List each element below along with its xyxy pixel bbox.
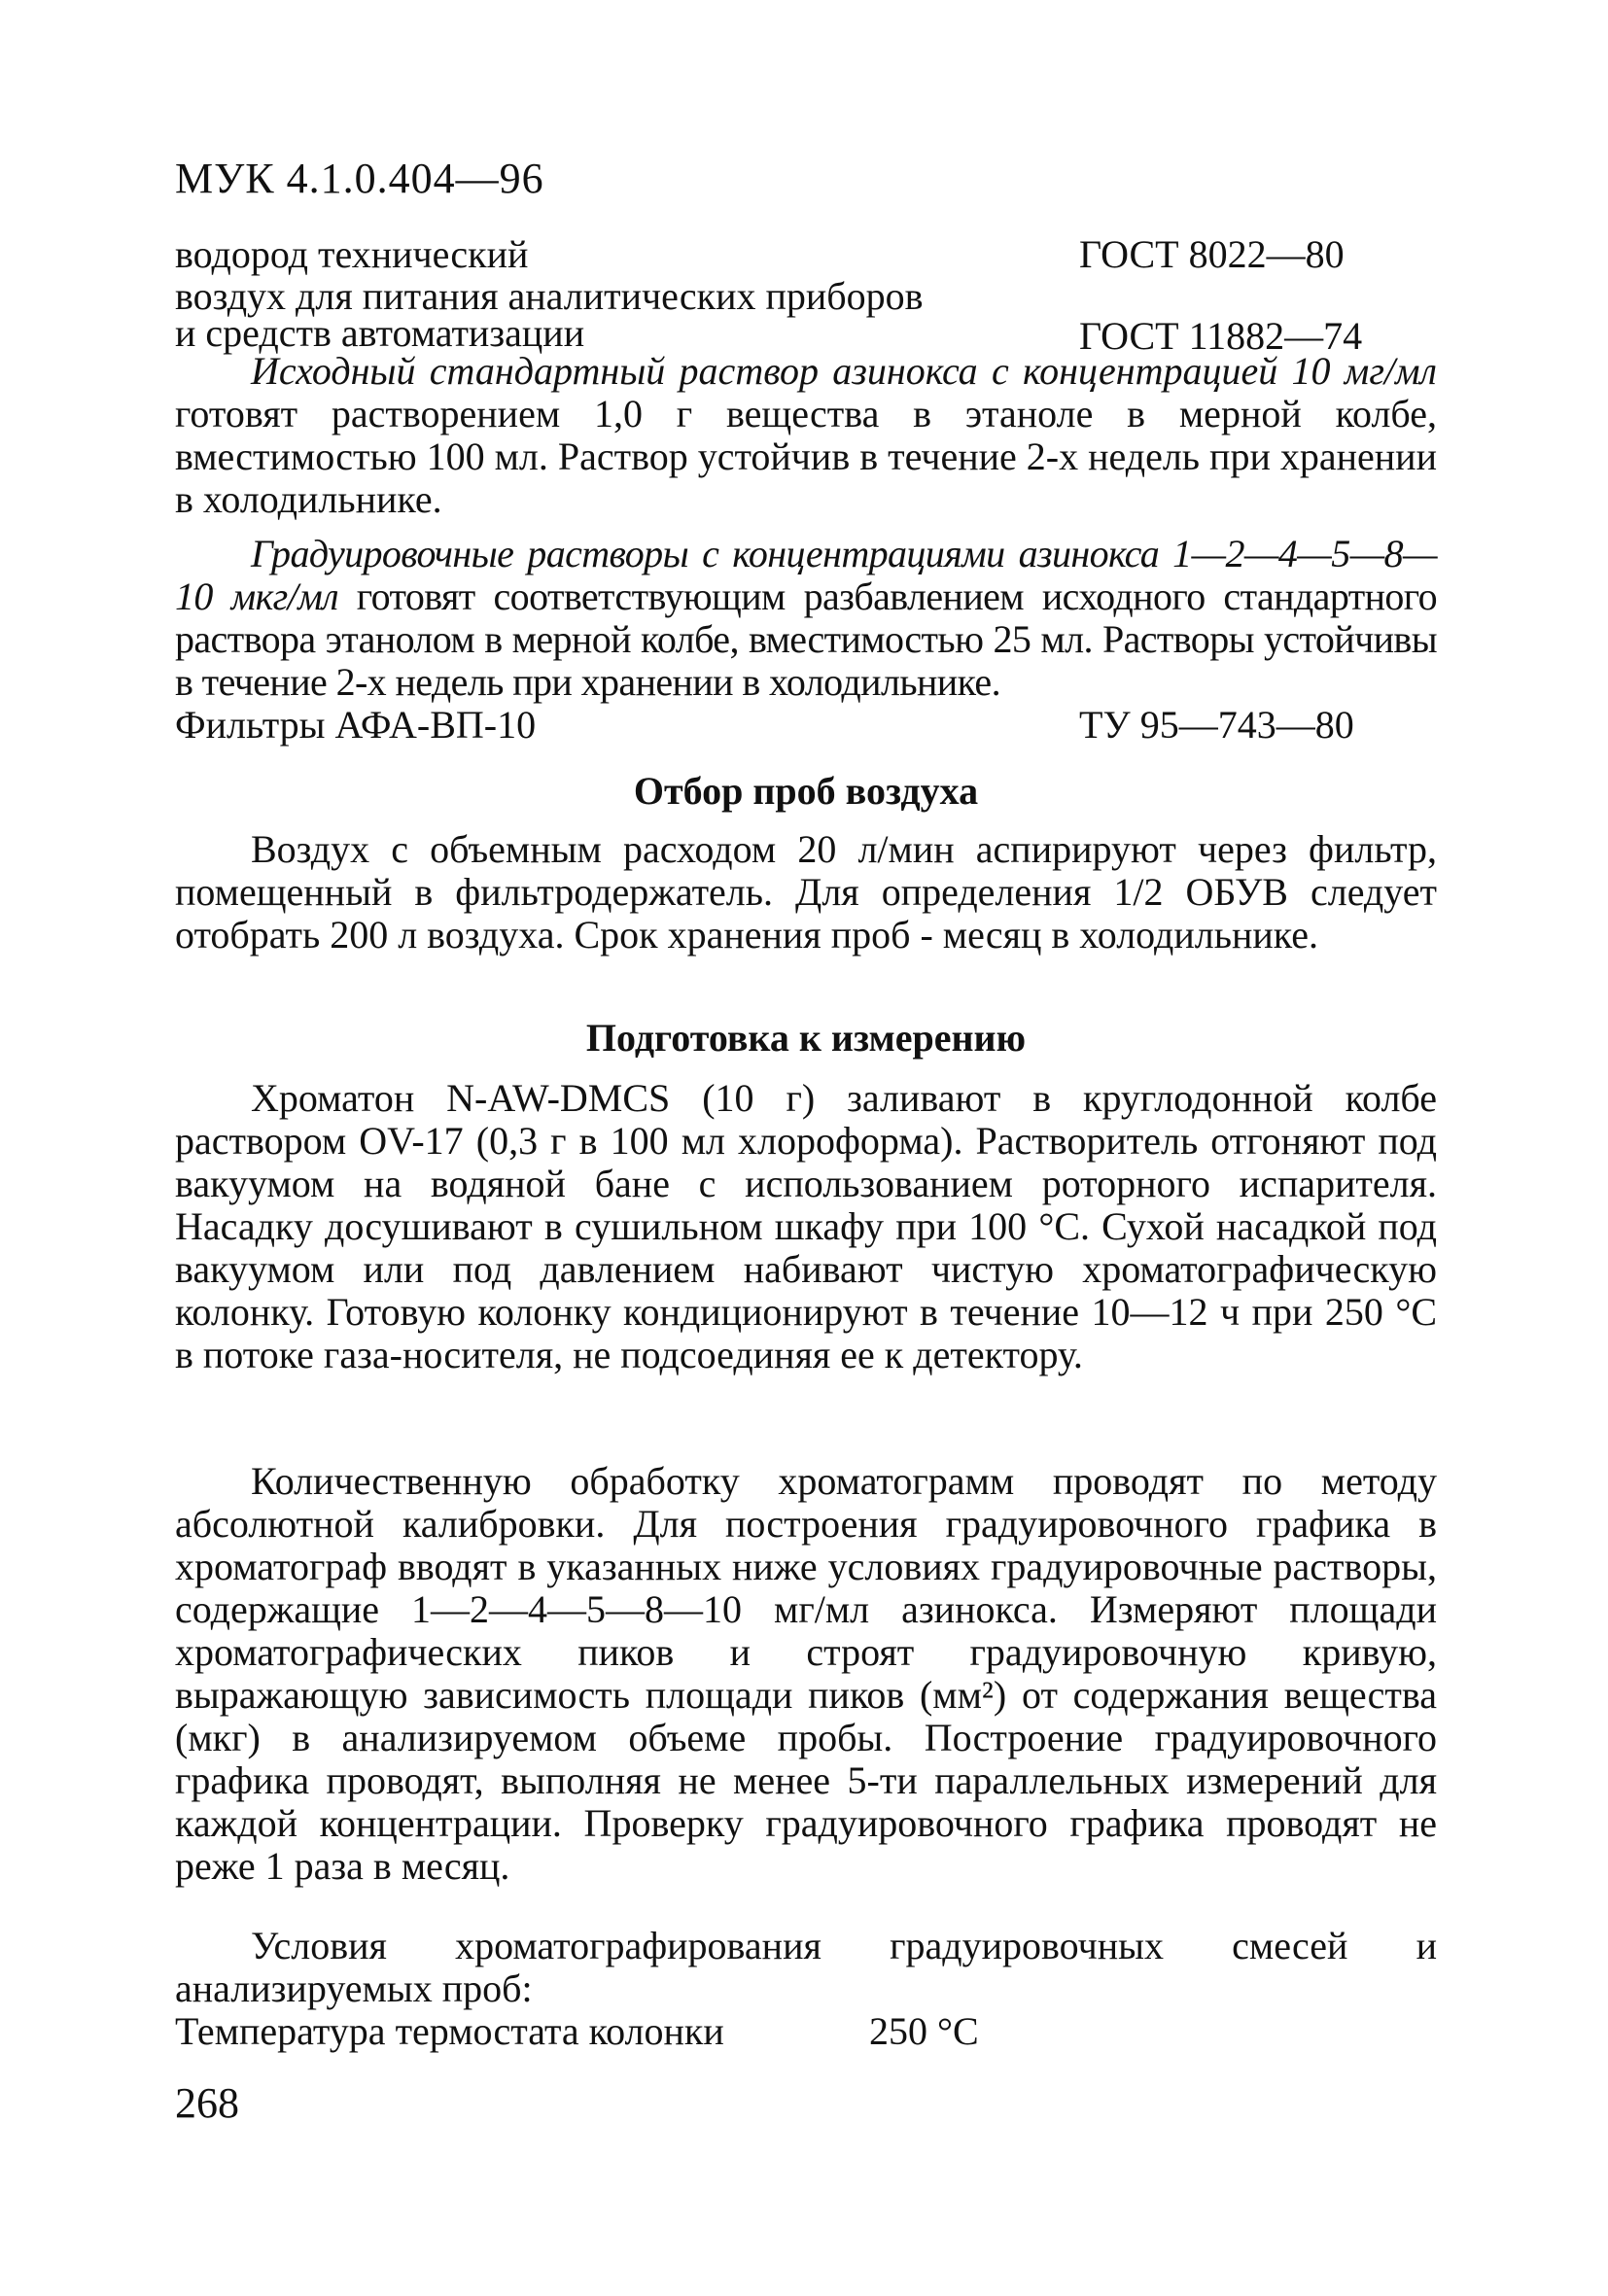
condition-value: 250 °С <box>869 2009 979 2053</box>
calibration-solutions-text: готовят соответствующим разбавлением исходного стандартного раствора этанолом в мерной колбе, вместимостью 25 мл. Растворы устойчивы в течение 2-х недель при хранении в холодильнике. <box>175 574 1437 704</box>
calibration-solutions-paragraph <box>175 533 1437 704</box>
filters-standard: ТУ 95—743—80 <box>1079 703 1354 747</box>
requirement-name-line2: и средств автоматизации <box>175 311 585 355</box>
condition-label: Температура термостата колонки <box>175 2009 724 2053</box>
document-code-header: МУК 4.1.0.404—96 <box>175 155 544 202</box>
stock-solution-title: Исходный стандартный раствор азинокса с концентрацией 10 мг/мл <box>251 349 1437 393</box>
requirement-name <box>175 274 924 355</box>
sampling-paragraph <box>175 828 1437 957</box>
requirement-standard: ГОСТ 8022—80 <box>1079 232 1345 276</box>
requirement-standard: ГОСТ 11882—74 <box>1079 314 1363 358</box>
preparation-text-1: Хроматон N-AW-DMCS (10 г) заливают в круглодонной колбе раствором OV-17 (0,3 г в 100 мл хлороформа). Растворитель отгоняют под вакуумом на водяной бане с использованием роторного испарителя. Насадку досушивают в сушильном шкафу при 100 °С. Сухой насадкой под вакуумом или под давлением набивают чистую хроматографическую колонку. Готовую колонку кондиционируют в течение 10—12 ч при 250 °С в потоке газа-носителя, не подсоединяя ее к детектору. <box>175 1076 1437 1376</box>
section-heading-preparation: Подготовка к измерению <box>585 1016 1027 1060</box>
page-number: 268 <box>175 2079 239 2127</box>
filters-name: Фильтры АФА-ВП-10 <box>175 703 537 747</box>
requirement-name: водород технический <box>175 232 529 276</box>
section-heading-sampling: Отбор проб воздуха <box>633 769 979 813</box>
sampling-text: Воздух с объемным расходом 20 л/мин аспирируют через фильтр, помещенный в фильтродержатель. Для определения 1/2 ОБУВ следует отобрать 200 л воздуха. Срок хранения проб - месяц в холодильнике. <box>175 827 1437 957</box>
preparation-text-3: Условия хроматографирования градуировочных смесей и анализируемых проб: <box>175 1924 1437 2010</box>
preparation-paragraph-1 <box>175 1077 1437 1376</box>
calibration-solutions-title: Градуировочные растворы с концентрациями азинокса 1—2—4—5—8—10 мкг/мл <box>175 532 1437 618</box>
preparation-paragraph-2 <box>175 1460 1437 1888</box>
requirement-name-line1: воздух для питания аналитических приборов <box>175 274 924 318</box>
stock-solution-paragraph <box>175 350 1437 521</box>
stock-solution-text: готовят растворением 1,0 г вещества в этаноле в мерной колбе, вместимостью 100 мл. Раствор устойчив в течение 2-х недель при хранении в холодильнике. <box>175 392 1437 521</box>
preparation-text-2: Количественную обработку хроматограмм проводят по методу абсолютной калибровки. Для построения градуировочного графика в хроматограф вводят в указанных ниже условиях градуировочные растворы, содержащие 1—2—4—5—8—10 мг/мл азинокса. Измеряют площади хроматографических пиков и строят градуировочную кривую, выражающую зависимость площади пиков (мм²) от содержания вещества (мкг) в анализируемом объеме пробы. Построение градуировочного графика проводят, выполняя не менее 5-ти параллельных измерений для каждой концентрации. Проверку градуировочного графика проводят не реже 1 раза в месяц. <box>175 1459 1437 1888</box>
preparation-paragraph-3 <box>175 1925 1437 2010</box>
